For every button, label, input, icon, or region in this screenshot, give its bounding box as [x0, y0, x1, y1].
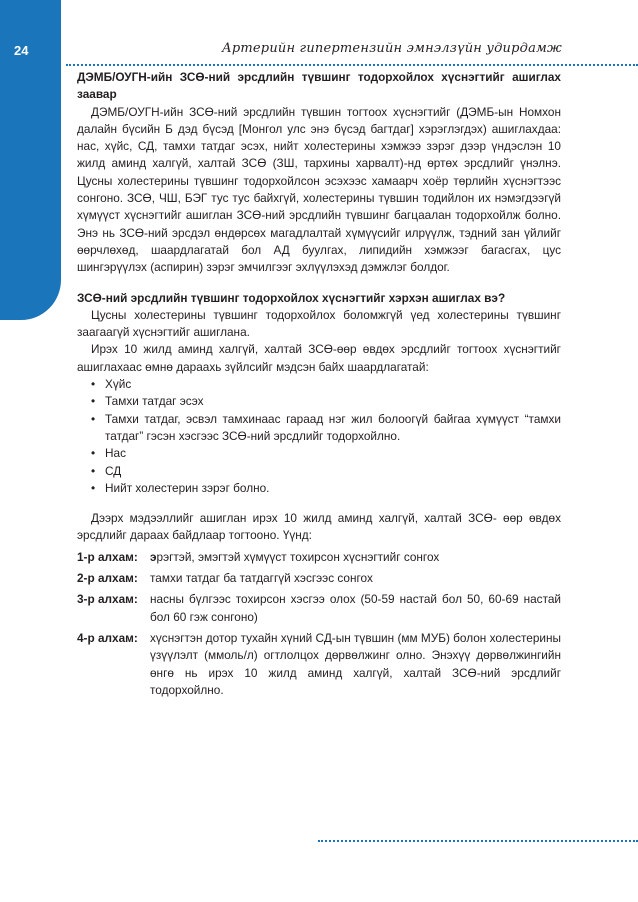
paragraph-prerequisites: Ирэх 10 жилд аминд халгүй, халтай ЗСӨ-өөр өвдөх эрсдлийг тогтоох хүснэгтийг ашиглахаас өмнө дараахь зүйлсийг мэдсэн байх шаардлагатай: — [77, 342, 561, 374]
step-label: 2-р алхам: — [77, 571, 138, 586]
step-label: 1-р алхам: — [77, 549, 138, 564]
step-row — [77, 549, 561, 566]
list-item: • СД — [105, 463, 561, 480]
section-heading-instructions: ДЭМБ/ОУГН-ийн ЗСӨ-ний эрсдлийн түвшинг тодорхойлох хүснэгтийг ашиглах заавар — [77, 70, 561, 102]
page-number: 24 — [14, 43, 29, 58]
step-text: насны бүлгээс тохирсон хэсгээ олох (50-59 настай бол 50, 60-69 настай бол 60 гэж сонгоно) — [150, 592, 561, 624]
step-text: рэгтэй, эмэгтэй хүмүүст тохирсон хүснэгтийг сонгох — [156, 549, 440, 564]
step-label: 3-р алхам: — [77, 592, 138, 607]
list-item: • Тамхи татдаг эсэх — [105, 393, 561, 410]
steps-list — [77, 549, 561, 699]
list-item: • Тамхи татдаг, эсвэл тамхинаас гараад нэг жил болоогүй байгаа хүмүүст “тамхи татдаг” гэсэн хэсгээс ЗСӨ-ний эрсдлийг тодорхойлно. — [105, 411, 561, 446]
step-row — [77, 591, 561, 626]
step-text: хүснэгтэн дотор тухайн хүний СД-ын түвшин (мм МУБ) болон холестерины үзүүлэлт (ммоль/л) огтлолцох дөрвөлжинг олно. Энэхүү дөрвөлжингийн өнгө нь ирэх 10 жилд аминд халгүй, халтай ЗСӨ-ний эрсдлийг тодорхойлно. — [150, 630, 561, 697]
side-color-tab — [0, 0, 61, 320]
list-item: • Хүйс — [105, 376, 561, 393]
paragraph-instructions: ДЭМБ/ОУГН-ийн ЗСӨ-ний эрсдлийн түвшин тогтоох хүснэгтийг (ДЭМБ-ын Номхон далайн бүсийн Б дэд бүсэд [Монгол улс энэ бүсэд багтдаг] хэрэглэгдэх) ашиглахдаа: нас, хүйс, СД, тамхи татдаг эсэх, нийт холестерины хэмжээ зэрэг дээр үндэслэн 10 жилд аминд халгүй, халтай ЗСӨ (ЗШ, тархины харвалт)-нд өртөх эрсдлийг үнэлнэ. Цусны холестерины түвшинг тодорхойлсон эсэхээс хамаарч хоёр төрлийн хүснэгтээс сонгоно. ЗСӨ, ЧШ, БЭГ тус тус байхгүй, холестерины түвшин тодийлон их нэмэгдээгүй хүмүүст хүснэгтийг ашиглан ЗСӨ-ний эрсдлийн түвшинг багцаалан тодорхойлж болно. Энэ нь ЗСӨ-ний эрсдэл өндөрсөх магадлалтай хүмүүсийг илрүүлж, тэдний зан үйлийг өөрчлөхөд, шаардлагатай бол АД буулгах, липидийн хэмжээг багасгах, цус шингэрүүлэх (аспирин) зэрэг эмчилгээг эхлүүлэхэд дэмжлэг болдог. — [77, 104, 561, 275]
running-title: Артерийн гипертензийн эмнэлзүйн удирдамж — [221, 41, 562, 56]
step-bold-start: э — [150, 549, 157, 564]
list-item: • Нийт холестерин зэрэг болно. — [105, 480, 561, 497]
prerequisite-list — [77, 376, 561, 497]
page-content — [77, 69, 561, 703]
step-label: 4-р алхам: — [77, 630, 138, 645]
list-item: • Нас — [105, 445, 561, 462]
step-row — [77, 630, 561, 699]
section-heading-how-to-use: ЗСӨ-ний эрсдлийн түвшинг тодорхойлох хүснэгтийг хэрхэн ашиглах вэ? — [77, 290, 506, 305]
header-dotted-rule — [66, 64, 638, 66]
step-text: тамхи татдаг ба татдаггүй хэсгээс сонгох — [150, 571, 373, 586]
paragraph-steps-intro: Дээрх мэдээллийг ашиглан ирэх 10 жилд аминд халгүй, халтай ЗСӨ- өөр өвдөх эрсдлийг дараах байдлаар тогтооно. Үүнд: — [77, 511, 561, 543]
step-row — [77, 570, 561, 587]
footer-dotted-rule — [318, 840, 638, 842]
paragraph-no-cholesterol: Цусны холестерины түвшинг тодорхойлох боломжгүй үед холестерины түвшинг заагаагүй хүснэгтийг ашиглана. — [77, 307, 561, 340]
